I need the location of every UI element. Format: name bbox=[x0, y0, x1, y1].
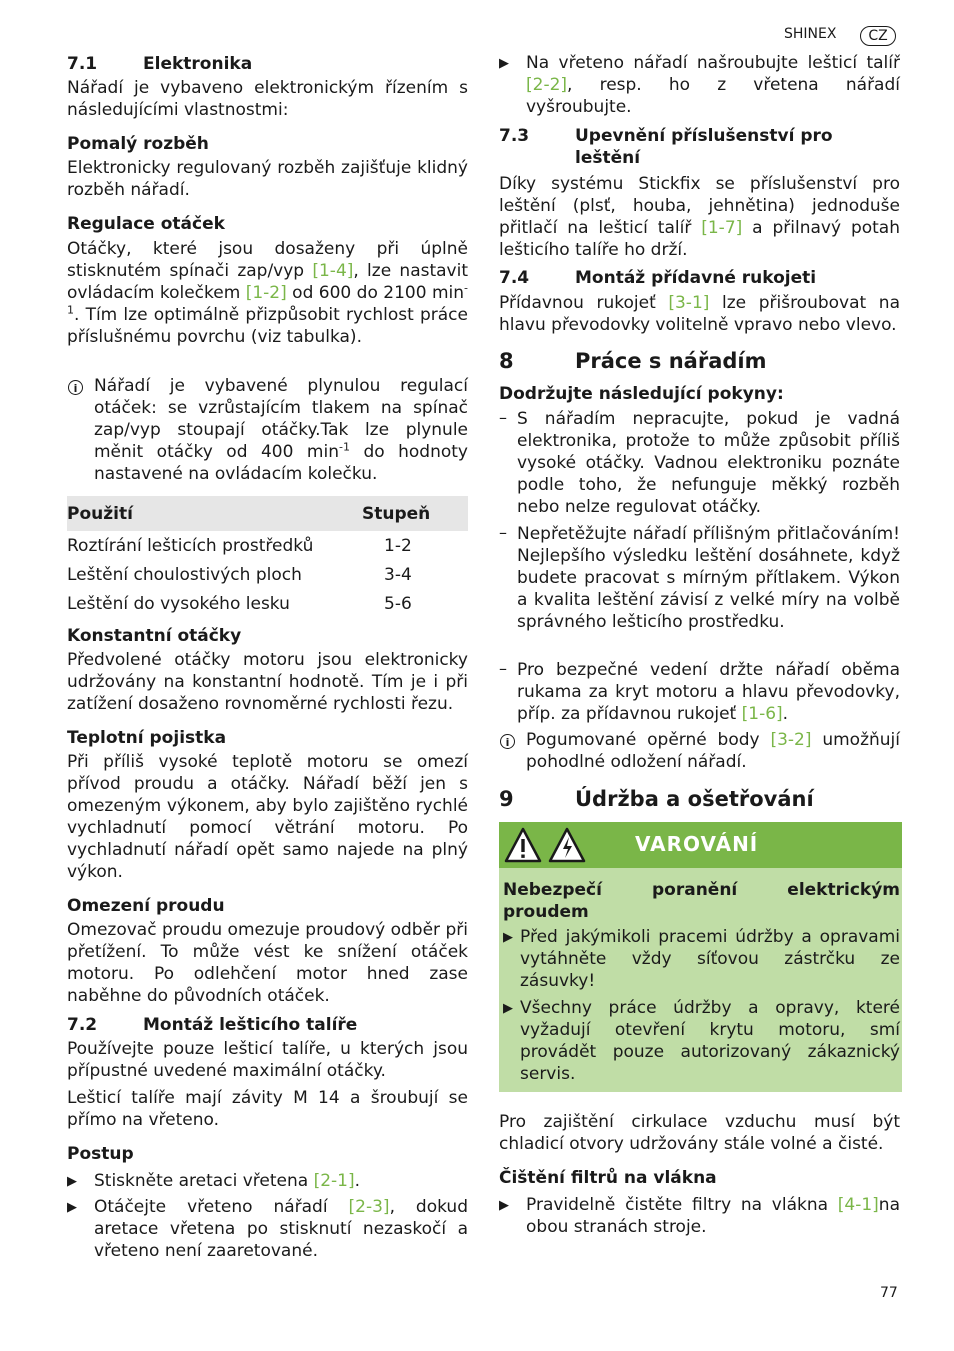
constant-speed-text: Předvolené otáčky motoru jsou elektronicky udržovány na konstantní hodnotě. Tím je i při zatížení dosaženo rovnoměrné rychlosti řezu. bbox=[67, 650, 468, 714]
section-7-2-heading: 7.2 Montáž lešticího talíře bbox=[67, 1015, 358, 1035]
triangle-bullet-icon: ▶ bbox=[67, 1174, 77, 1189]
language-badge: CZ bbox=[860, 26, 896, 46]
step-2: Otáčejte vřeteno nářadí [2-3], dokud aretace vřetena po stisknutí nezaskočí a vřeteno není zaaretované. bbox=[94, 1197, 468, 1261]
instruction-1: S nářadím nepracujte, pokud je vadná elektronika, protože to může způsobit příliš vysoké otáčky. Vadnou elektroniku poznáte podle toho, že nefunguje měkký rozběh nebo nelze regulovat otáčky. bbox=[517, 409, 900, 517]
triangle-bullet-icon: ▶ bbox=[499, 56, 509, 71]
triangle-bullet-icon: ▶ bbox=[67, 1200, 77, 1215]
triangle-bullet-icon: ▶ bbox=[503, 1001, 513, 1016]
table-header-use: Použití bbox=[67, 496, 362, 531]
air-circulation-text: Pro zajištění cirkulace vzduchu musí být chladicí otvory udržovány stále volné a čisté. bbox=[499, 1112, 900, 1154]
warning-box bbox=[499, 822, 902, 1092]
triangle-bullet-icon: ▶ bbox=[503, 930, 513, 945]
section-7-3-heading: 7.3 Upevnění příslušenství pro leštění bbox=[499, 126, 833, 168]
section-8-subheading: Dodržujte následující pokyny: bbox=[499, 384, 784, 404]
warning-title: Nebezpečí poranění elektrickým proudem bbox=[503, 880, 900, 922]
table-cell-level: 5-6 bbox=[384, 593, 412, 614]
warning-label: VAROVÁNÍ bbox=[635, 832, 759, 856]
soft-start-text: Elektronicky regulovaný rozběh zajišťuje klidný rozběh nářadí. bbox=[67, 158, 468, 200]
table-cell-use: Leštění choulostivých ploch bbox=[67, 564, 302, 585]
section-7-1-intro: Nářadí je vybaveno elektronickým řízením s následujícími vlastnostmi: bbox=[67, 78, 468, 120]
instruction-3: Pro bezpečné vedení držte nářadí oběma rukama za kryt motoru a hlavu převodovky, příp. za přídavnou rukojeť [1-6]. bbox=[517, 660, 900, 724]
section-7-2-text-2: Lešticí talíře mají závity M 14 a šroubují se přímo na vřeteno. bbox=[67, 1088, 468, 1130]
step-1: Stiskněte aretaci vřetena [2-1]. bbox=[94, 1171, 360, 1191]
section-7-3-text: Díky systému Stickfix se příslušenství pro leštění (plsť, houba, jehnětina) jednoduše přitlačí na lešticí talíř [1-7] a přilnavý potah lešticího talíře ho drží. bbox=[499, 174, 901, 260]
page-number: 77 bbox=[880, 1285, 898, 1301]
table-cell-level: 1-2 bbox=[384, 535, 412, 556]
thermal-protection-heading: Teplotní pojistka bbox=[67, 728, 227, 748]
table-row bbox=[67, 531, 468, 560]
section-9-heading: 9 Údržba a ošetřování bbox=[499, 787, 814, 811]
table-row bbox=[67, 560, 468, 589]
section-7-4-text: Přídavnou rukojeť [3-1] lze přišroubovat na hlavu převodovky volitelně vpravo nebo vlevo. bbox=[499, 293, 900, 335]
warning-bullet-2: Všechny práce údržby a opravy, které vyžadují otevření krytu motoru, smí provádět pouze autorizovaný zákaznický servis. bbox=[520, 998, 900, 1084]
table-cell-level: 3-4 bbox=[384, 564, 412, 585]
rubber-pads-note: Pogumované opěrné body [3-2] umožňují pohodlné odložení nářadí. bbox=[526, 730, 900, 772]
table-cell-use: Roztírání lešticích prostředků bbox=[67, 535, 314, 556]
electric-hazard-icon bbox=[548, 827, 586, 863]
thermal-protection-text: Při příliš vysoké teplotě motoru se omezí přívod proudu a otáčky. Nářadí běží jen s omezeným výkonem, aby bylo zajištěno rychlé vychladnutí pomocí větrání motoru. Po vychladnutí nářadí opět samo najede na plný výkon. bbox=[67, 752, 468, 882]
procedure-heading: Postup bbox=[67, 1144, 134, 1164]
brand-name: SHINEX bbox=[784, 26, 837, 42]
info-icon: i bbox=[500, 734, 515, 749]
section-7-1-heading: 7.1 Elektronika bbox=[67, 54, 253, 74]
speed-control-text: Otáčky, které jsou dosaženy při úplně stisknutém spínači zap/vyp [1-4], lze nastavit ovládacím kolečkem [1-2] od 600 do 2100 $\min^{-1}$. Tím lze optimálně přizpůsobit rychlost práce příslušnému povrchu (viz tabulka). bbox=[67, 239, 468, 347]
speed-table bbox=[67, 496, 468, 618]
triangle-bullet-icon: ▶ bbox=[499, 1198, 509, 1213]
current-limit-heading: Omezení proudu bbox=[67, 896, 225, 916]
soft-start-heading: Pomalý rozběh bbox=[67, 134, 209, 154]
speed-control-heading: Regulace otáček bbox=[67, 214, 225, 234]
table-header-row bbox=[67, 496, 468, 531]
warning-triangle-icon bbox=[504, 827, 542, 863]
instruction-2: Nepřetěžujte nářadí přílišným přitlačováním! Nejlepšího výsledku leštění dosáhnete, když budete pracovat s mírným přítlakem. Výkon a kvalita leštění závisí z velké míry na volbě správného lešticího prostředku. bbox=[517, 524, 900, 632]
warning-header bbox=[499, 822, 902, 868]
section-8-heading: 8 Práce s nářadím bbox=[499, 349, 767, 373]
table-row bbox=[67, 589, 468, 618]
speed-info-note: Nářadí je vybavené plynulou regulací otáček: se vzrůstajícím tlakem na spínač zap/vyp stoupají otáčky.Tak lze plynule měnit otáčky od 400 $\min^{-1}$ do hodnoty nastavené na ovládacím kolečku. bbox=[94, 376, 468, 484]
step-3: Na vřeteno nářadí našroubujte lešticí talíř [2-2], resp. ho z vřetena nářadí vyšroubujte. bbox=[526, 53, 900, 117]
table-cell-use: Leštění do vysokého lesku bbox=[67, 593, 290, 614]
section-7-2-text-1: Používejte pouze lešticí talíře, u kterých jsou přípustné uvedené maximální otáčky. bbox=[67, 1039, 468, 1081]
filter-cleaning-step: Pravidelně čistěte filtry na vlákna [4-1]na obou stranách stroje. bbox=[526, 1195, 900, 1237]
table-header-level: Stupeň bbox=[362, 496, 468, 531]
current-limit-text: Omezovač proudu omezuje proudový odběr při přetížení. To může vést ke snížení otáček motoru. Po odlehčení motor hned zase naběhne do původních otáček. bbox=[67, 920, 468, 1006]
filter-cleaning-heading: Čištění filtrů na vlákna bbox=[499, 1168, 717, 1188]
section-7-4-heading: 7.4 Montáž přídavné rukojeti bbox=[499, 268, 817, 288]
warning-bullet-1: Před jakýmikoli pracemi údržby a opravami vytáhněte vždy síťovou zástrčku ze zásuvky! bbox=[520, 927, 900, 991]
info-icon: i bbox=[68, 380, 83, 395]
constant-speed-heading: Konstantní otáčky bbox=[67, 626, 242, 646]
